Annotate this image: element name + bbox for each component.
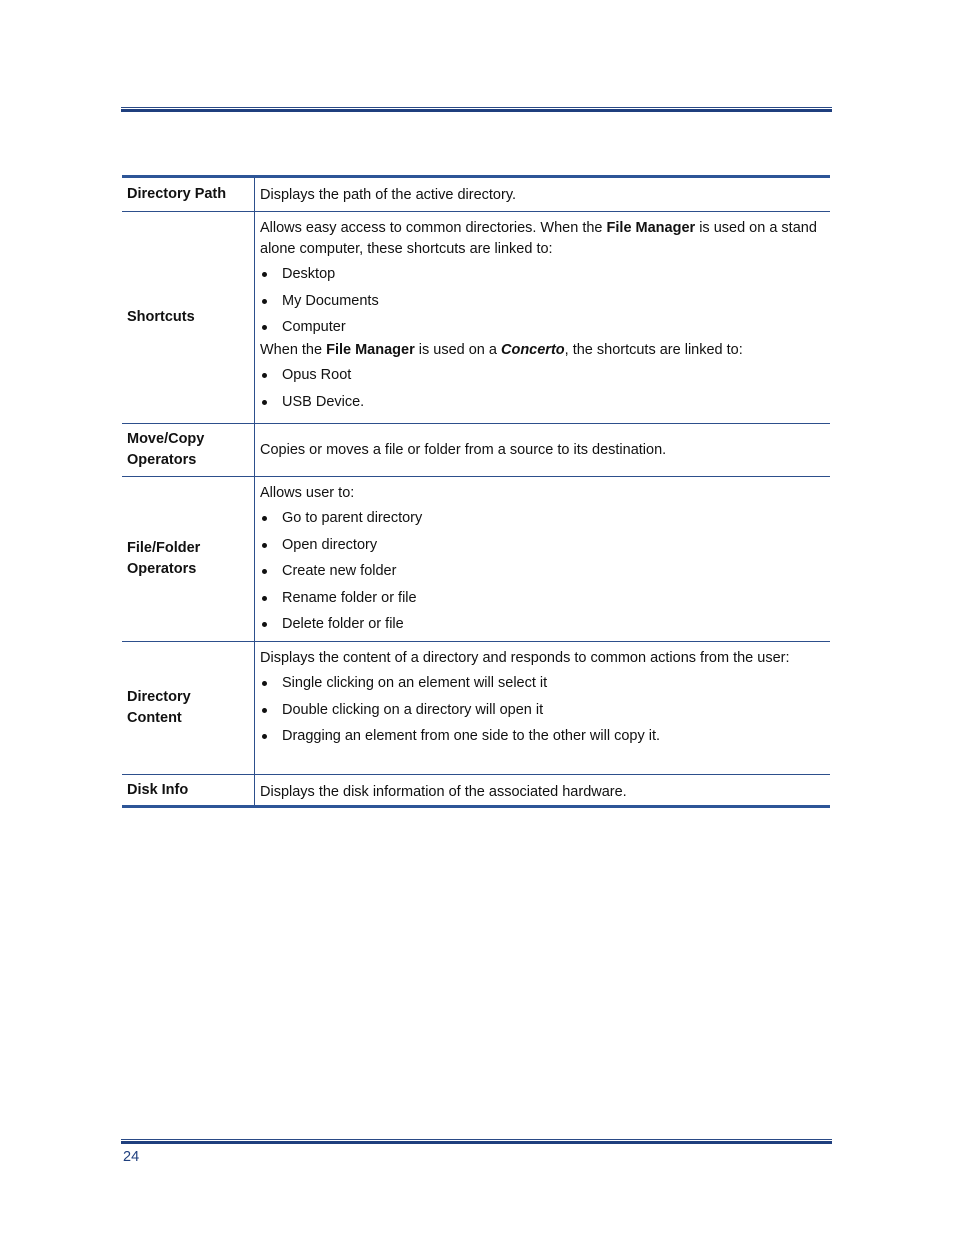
list-item: Single clicking on an element will select it bbox=[260, 673, 822, 694]
list-item: USB Device. bbox=[260, 392, 822, 413]
row-description: Copies or moves a file or folder from a source to its destination. bbox=[260, 441, 667, 458]
file-manager-table bbox=[122, 175, 830, 808]
row-label: Move/Copy Operators bbox=[122, 424, 255, 476]
list-item: Open directory bbox=[260, 535, 822, 556]
row-label: Disk Info bbox=[122, 775, 255, 805]
list-item: Computer bbox=[260, 317, 822, 338]
table-row-shortcuts bbox=[122, 211, 830, 423]
list-item: Dragging an element from one side to the other will copy it. bbox=[260, 726, 822, 747]
shortcuts-intro: Allows easy access to common directories. When the File Manager is used on a stand alone computer, these shortcuts are linked to: bbox=[260, 220, 817, 257]
row-label: Directory Path bbox=[122, 178, 255, 211]
bullet-list bbox=[260, 673, 822, 747]
list-item: Go to parent directory bbox=[260, 508, 822, 529]
bullet-list bbox=[260, 264, 822, 338]
list-item: My Documents bbox=[260, 291, 822, 312]
list-item: Create new folder bbox=[260, 561, 822, 582]
table-row-file-folder-operators bbox=[122, 476, 830, 641]
bullet-list bbox=[260, 508, 822, 635]
table-row-disk-info bbox=[122, 774, 830, 805]
row-description: Displays the content of a directory and responds to common actions from the user: Single clicking on an element will select it Double clicking on a directory will open it Dragging an element from one side to the other will copy it. bbox=[255, 642, 830, 774]
row-label: Shortcuts bbox=[122, 212, 255, 423]
header-rule bbox=[121, 107, 832, 112]
list-item: Desktop bbox=[260, 264, 822, 285]
table-row-directory-content bbox=[122, 641, 830, 774]
list-item: Double clicking on a directory will open it bbox=[260, 700, 822, 721]
page-number: 24 bbox=[123, 1149, 140, 1165]
row-label: File/Folder Operators bbox=[122, 477, 255, 641]
row-label: Directory Content bbox=[122, 642, 255, 774]
row-description: Displays the path of the active directory. bbox=[260, 187, 517, 203]
list-item: Opus Root bbox=[260, 365, 822, 386]
footer-rule bbox=[121, 1139, 832, 1144]
shortcuts-concerto-note: When the File Manager is used on a Concerto, the shortcuts are linked to: bbox=[260, 342, 743, 358]
table-row-move-copy-operators bbox=[122, 423, 830, 476]
list-item: Rename folder or file bbox=[260, 588, 822, 609]
row-description: Displays the disk information of the associated hardware. bbox=[260, 784, 627, 800]
row-description bbox=[255, 212, 830, 423]
row-description: Allows user to: Go to parent directory Open directory Create new folder Rename folder or file Delete folder or file bbox=[255, 477, 830, 641]
bullet-list bbox=[260, 365, 822, 413]
table-row-directory-path bbox=[122, 178, 830, 211]
list-item: Delete folder or file bbox=[260, 614, 822, 635]
